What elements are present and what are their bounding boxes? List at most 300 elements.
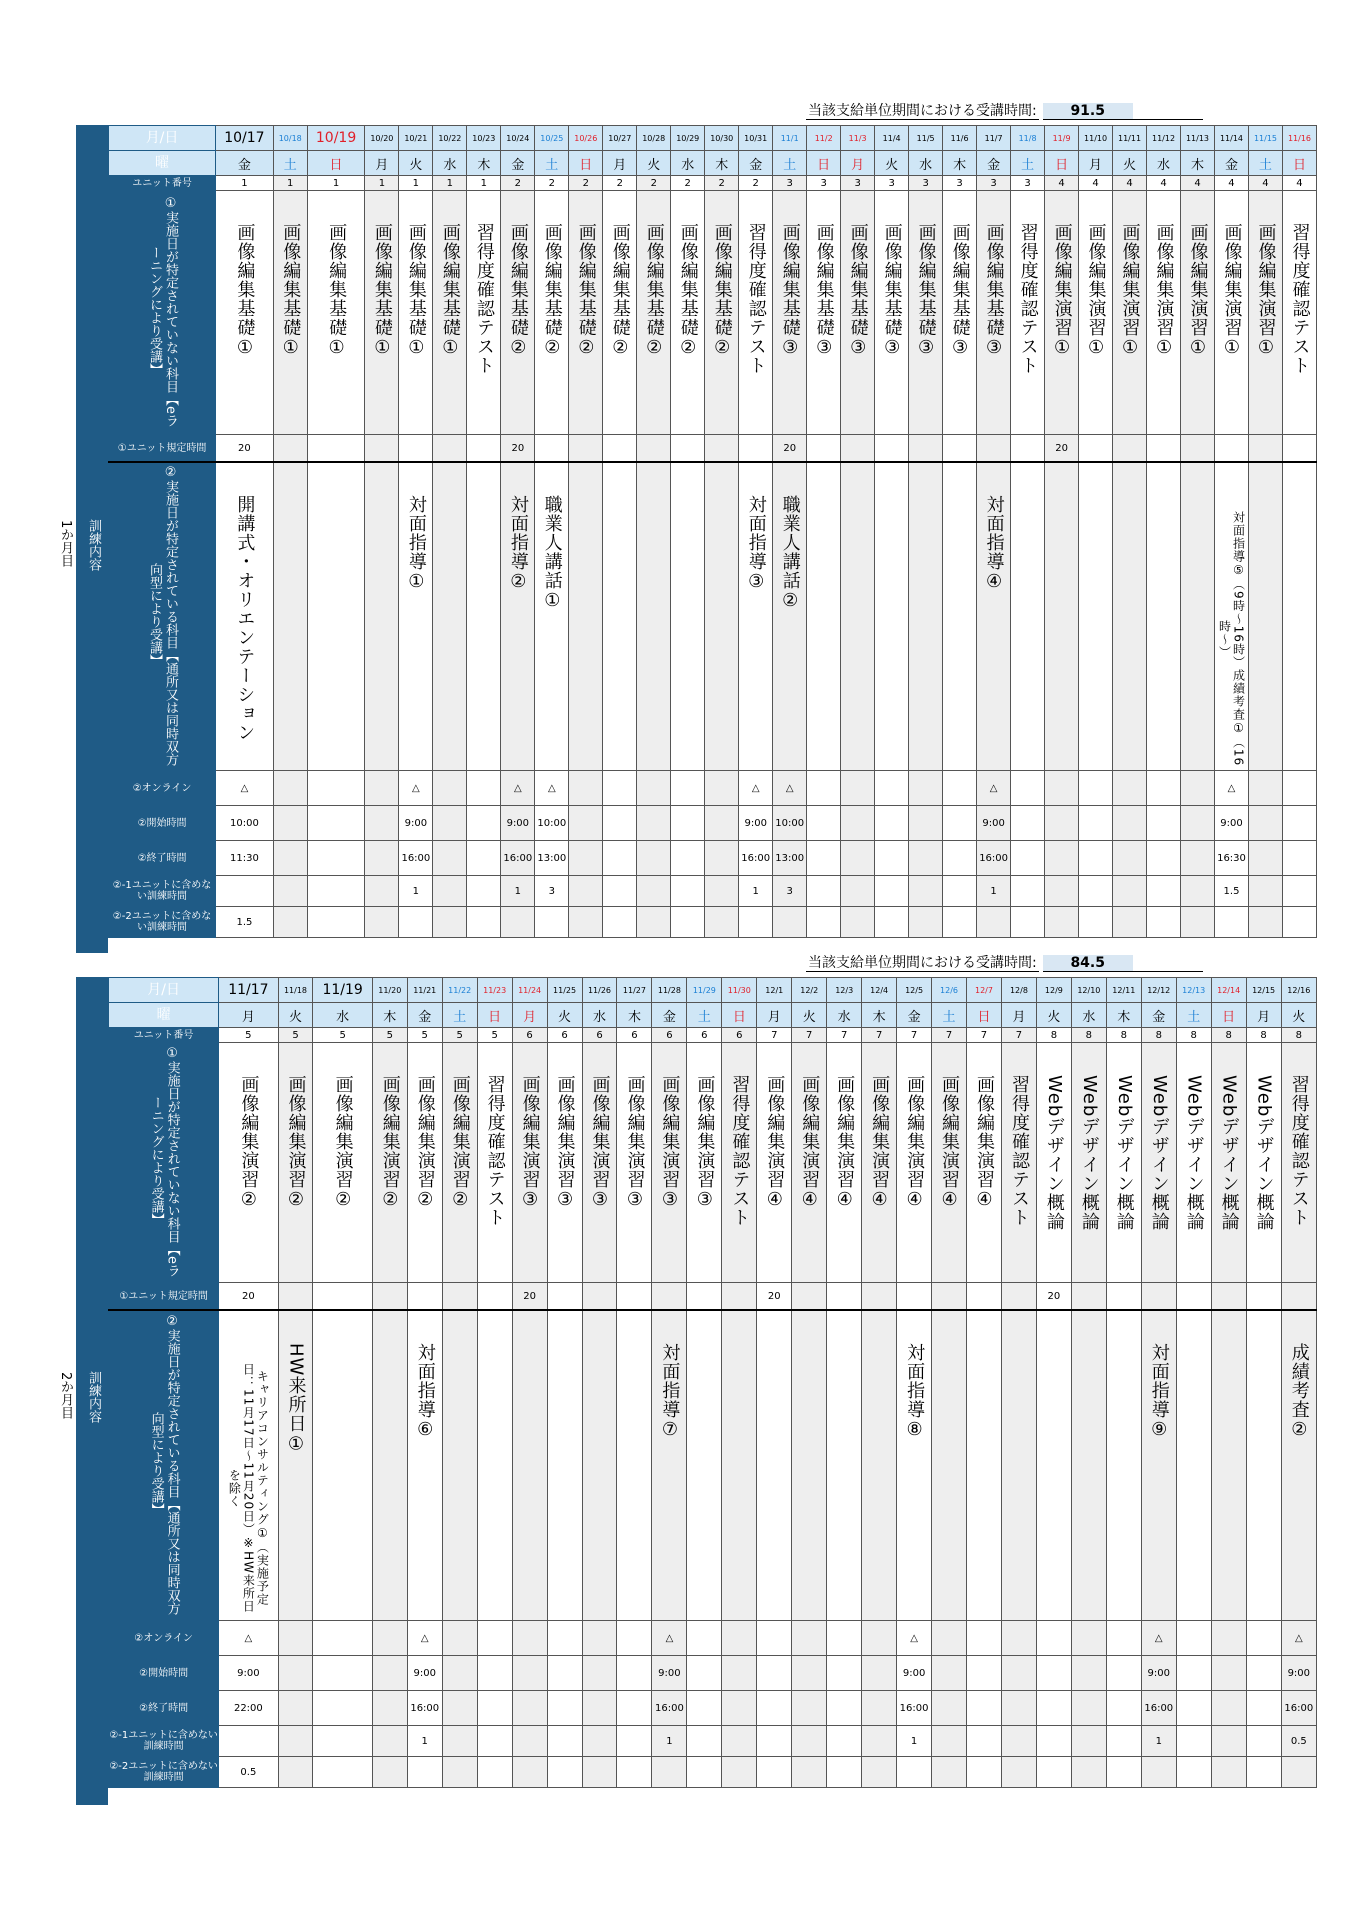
cell-online-text: △ [751, 782, 760, 794]
day-text: 月 [613, 157, 627, 173]
cell-el [1079, 191, 1113, 435]
cell-date [739, 126, 773, 151]
cell-ex2 [219, 1757, 278, 1788]
cell-start [637, 806, 671, 841]
day-text: 金 [511, 157, 525, 173]
cell-unit [977, 176, 1011, 191]
date-text: 11/8 [1018, 133, 1037, 143]
cell-unit-text: 8 [1155, 1029, 1162, 1041]
cell-ex1 [1071, 1726, 1106, 1757]
cell-el-text: 画像編集演習③ [624, 1075, 646, 1211]
date-text: 12/10 [1077, 985, 1101, 995]
cell-start [1106, 1656, 1141, 1691]
day-text: 土 [1021, 157, 1035, 173]
cell-el-text: 画像編集基礎③ [847, 223, 869, 359]
cell-unit-text: 5 [421, 1029, 428, 1041]
cell-start [1215, 806, 1249, 841]
cell-start [1211, 1656, 1246, 1691]
cell-face [967, 1310, 1002, 1621]
cell-unit-text: 2 [582, 177, 589, 189]
cell-ex2 [501, 907, 535, 938]
cell-el-text: 画像編集演習① [1221, 223, 1243, 359]
cell-el-text: 画像編集基礎① [326, 223, 348, 359]
cell-uh [467, 435, 501, 463]
cell-online [569, 771, 603, 806]
cell-unit-text: 6 [736, 1029, 743, 1041]
cell-face [467, 462, 501, 771]
cell-end [1071, 1691, 1106, 1726]
cell-el [547, 1043, 582, 1283]
cell-date [671, 126, 705, 151]
cell-online [637, 771, 671, 806]
cell-end [407, 1691, 442, 1726]
cell-day [705, 151, 739, 176]
cell-el [932, 1043, 967, 1283]
cell-start [307, 806, 365, 841]
cell-ex1 [637, 876, 671, 907]
cell-ex1 [501, 876, 535, 907]
cell-online [1176, 1621, 1211, 1656]
cell-face [1106, 1310, 1141, 1621]
cell-end [278, 1691, 313, 1726]
day-text: 月 [1089, 157, 1103, 173]
cell-unit [862, 1028, 897, 1043]
day-text: 火 [558, 1009, 572, 1025]
cell-unit-text: 3 [854, 177, 861, 189]
cell-ex2 [943, 907, 977, 938]
cell-ex2 [977, 907, 1011, 938]
cell-day [967, 1003, 1002, 1028]
cell-unit [1106, 1028, 1141, 1043]
cell-uh [943, 435, 977, 463]
cell-ex1-text: 1 [910, 1735, 918, 1747]
cell-el-text: 画像編集演習① [1187, 223, 1209, 359]
cell-el [1036, 1043, 1071, 1283]
cell-unit [535, 176, 569, 191]
cell-ex1-text: 1 [514, 885, 521, 897]
cell-ex2 [547, 1757, 582, 1788]
cell-online [501, 771, 535, 806]
row-header-elearning: ①実施日が特定されていない科目【eラーニングにより受講】 [109, 191, 216, 435]
cell-start [705, 806, 739, 841]
cell-el-text: 画像編集基礎② [609, 223, 631, 359]
cell-ex1 [909, 876, 943, 907]
cell-uh-text: 20 [767, 1290, 781, 1302]
cell-el [1113, 191, 1147, 435]
date-text: 12/12 [1147, 985, 1171, 995]
day-text: 火 [885, 157, 899, 173]
cell-online-text: △ [547, 782, 556, 794]
cell-online [792, 1621, 827, 1656]
cell-unit-text: 2 [514, 177, 521, 189]
cell-ex1 [219, 1726, 278, 1757]
schedule-table-2 [108, 977, 1317, 1788]
cell-online [705, 771, 739, 806]
cell-start [827, 1656, 862, 1691]
cell-el [442, 1043, 477, 1283]
cell-uh [637, 435, 671, 463]
cell-face [1071, 1310, 1106, 1621]
cell-end [501, 841, 535, 876]
cell-uh [862, 1283, 897, 1311]
cell-uh-text: 20 [523, 1290, 536, 1302]
day-text: 日 [1055, 157, 1069, 173]
date-text: 11/9 [1052, 133, 1071, 143]
cell-uh [827, 1283, 862, 1311]
cell-el-text: 画像編集演習① [1153, 223, 1175, 359]
cell-face-text: 開講式・オリエンテーション [234, 495, 256, 742]
day-text: 火 [802, 1009, 816, 1025]
cell-el-text: 画像編集基礎② [575, 223, 597, 359]
cell-face [1141, 1310, 1176, 1621]
cell-uh [1113, 435, 1147, 463]
date-text: 11/3 [848, 133, 867, 143]
cell-face [512, 1310, 547, 1621]
cell-unit [722, 1028, 757, 1043]
cell-face [705, 462, 739, 771]
cell-face [1176, 1310, 1211, 1621]
cell-end [897, 1691, 932, 1726]
cell-ex2 [862, 1757, 897, 1788]
date-text: 10/26 [574, 133, 598, 143]
cell-ex2 [1281, 1757, 1316, 1788]
cell-unit-text: 8 [1260, 1029, 1267, 1041]
cell-uh [569, 435, 603, 463]
cell-start [909, 806, 943, 841]
cell-unit [1281, 1028, 1316, 1043]
cell-end-text: 16:30 [1217, 852, 1246, 864]
cell-el [1281, 1043, 1316, 1283]
cell-uh [582, 1283, 617, 1311]
cell-unit [1001, 1028, 1036, 1043]
cell-uh [547, 1283, 582, 1311]
cell-el [705, 191, 739, 435]
cell-uh [875, 435, 909, 463]
date-text: 11/26 [587, 985, 612, 995]
cell-el [773, 191, 807, 435]
cell-date [757, 978, 792, 1003]
cell-ex1 [757, 1726, 792, 1757]
cell-uh [1045, 435, 1079, 463]
cell-ex1 [1215, 876, 1249, 907]
cell-online [617, 1621, 652, 1656]
cell-ex2 [1147, 907, 1181, 938]
cell-unit-text: 5 [456, 1029, 463, 1041]
cell-ex1 [307, 876, 365, 907]
cell-el [372, 1043, 407, 1283]
cell-start [1045, 806, 1079, 841]
cell-el-text: 習得度確認テスト [484, 1075, 506, 1227]
cell-online [582, 1621, 617, 1656]
cell-day [535, 151, 569, 176]
date-text: 11/11 [1118, 133, 1142, 143]
cell-start [569, 806, 603, 841]
cell-unit-text: 8 [1085, 1029, 1093, 1041]
cell-start [1011, 806, 1045, 841]
cell-uh [1282, 435, 1316, 463]
row-header-excl1: ②-1ユニットに含めない訓練時間 [109, 876, 216, 907]
cell-start-text: 9:00 [237, 1667, 260, 1679]
cell-ex2 [792, 1757, 827, 1788]
cell-day [1113, 151, 1147, 176]
date-text: 10/30 [710, 133, 734, 143]
cell-unit [932, 1028, 967, 1043]
day-text: 水 [443, 157, 457, 173]
cell-ex2 [1181, 907, 1215, 938]
cell-end [1215, 841, 1249, 876]
cell-unit-text: 2 [616, 177, 623, 189]
cell-el [278, 1043, 313, 1283]
cell-online [477, 1621, 512, 1656]
cell-el-text: 習得度確認テスト [1289, 223, 1311, 375]
day-text: 土 [942, 1009, 956, 1025]
cell-el-text: 画像編集基礎① [280, 223, 302, 359]
cell-face [909, 462, 943, 771]
cell-face [637, 462, 671, 771]
cell-start [467, 806, 501, 841]
cell-el [652, 1043, 687, 1283]
cell-uh-text: 20 [1047, 1290, 1061, 1302]
cell-unit [943, 176, 977, 191]
date-text: 12/8 [1009, 985, 1028, 995]
cell-start-text: 9:00 [413, 1667, 436, 1679]
cell-start-text: 9:00 [1147, 1667, 1170, 1679]
cell-unit-text: 1 [332, 177, 340, 189]
cell-start [501, 806, 535, 841]
day-text: 日 [732, 1009, 746, 1025]
cell-end-text: 16:00 [979, 852, 1009, 864]
cell-unit-text: 8 [1225, 1029, 1232, 1041]
day-text: 月 [851, 157, 865, 173]
date-text: 12/9 [1044, 985, 1063, 995]
cell-uh [442, 1283, 477, 1311]
cell-ex2 [535, 907, 569, 938]
day-text: 木 [627, 1009, 641, 1025]
cell-start [1113, 806, 1147, 841]
cell-ex1-text: 0.5 [1290, 1735, 1307, 1747]
cell-unit-text: 7 [806, 1029, 813, 1041]
cell-end [932, 1691, 967, 1726]
cell-face-text: 対面指導① [405, 495, 427, 593]
cell-end-text: 16:00 [410, 1702, 440, 1714]
cell-date [862, 978, 897, 1003]
cell-ex2 [652, 1757, 687, 1788]
cell-ex2 [216, 907, 274, 938]
cell-face [757, 1310, 792, 1621]
cell-date [909, 126, 943, 151]
date-text: 11/22 [448, 985, 472, 995]
cell-unit-text: 2 [752, 177, 759, 189]
cell-day [1001, 1003, 1036, 1028]
cell-unit-text: 4 [1228, 177, 1235, 189]
cell-end [1246, 1691, 1281, 1726]
cell-date [1281, 978, 1316, 1003]
cell-face [535, 462, 569, 771]
day-text: 水 [593, 1009, 607, 1025]
cell-ex1 [1211, 1726, 1246, 1757]
cell-el-text: 画像編集基礎① [405, 223, 427, 359]
cell-unit [216, 176, 274, 191]
cell-el [897, 1043, 932, 1283]
cell-unit [1181, 176, 1215, 191]
cell-date [1106, 978, 1141, 1003]
cell-start [932, 1656, 967, 1691]
cell-ex1 [1106, 1726, 1141, 1757]
cell-el-text: 画像編集演習② [414, 1075, 436, 1211]
cell-day [219, 1003, 278, 1028]
cell-online [1079, 771, 1113, 806]
cell-uh [273, 435, 307, 463]
day-text: 土 [1258, 157, 1272, 173]
cell-ex2 [1246, 1757, 1281, 1788]
cell-date [977, 126, 1011, 151]
cell-el-text: 画像編集演習② [332, 1075, 354, 1211]
cell-el [569, 191, 603, 435]
cell-start [967, 1656, 1002, 1691]
cell-face [1246, 1310, 1281, 1621]
cell-start [671, 806, 705, 841]
cell-el [399, 191, 433, 435]
cell-face [1282, 462, 1316, 771]
cell-ex2 [365, 907, 399, 938]
date-text: 10/28 [642, 133, 666, 143]
cell-start [313, 1656, 372, 1691]
cell-el-text: 画像編集演習④ [904, 1075, 926, 1211]
cell-el [967, 1043, 1002, 1283]
cell-end [603, 841, 637, 876]
cell-unit-text: 6 [666, 1029, 673, 1041]
cell-face [219, 1310, 278, 1621]
date-text: 11/10 [1084, 133, 1108, 143]
cell-date [1181, 126, 1215, 151]
cell-start [365, 806, 399, 841]
cell-el [841, 191, 875, 435]
cell-online [399, 771, 433, 806]
cell-uh [1011, 435, 1045, 463]
cell-el [875, 191, 909, 435]
cell-day [841, 151, 875, 176]
cell-end [216, 841, 274, 876]
cell-face-text: 成績考査② [1288, 1343, 1310, 1441]
cell-uh [365, 435, 399, 463]
cell-unit [1045, 176, 1079, 191]
cell-unit-text: 7 [840, 1029, 848, 1041]
row-header-unit: ユニット番号 [109, 176, 216, 191]
cell-start [1248, 806, 1282, 841]
cell-el [273, 191, 307, 435]
cell-online [407, 1621, 442, 1656]
cell-unit [1248, 176, 1282, 191]
cell-start [273, 806, 307, 841]
cell-el-text: 習得度確認テスト [473, 223, 495, 375]
cell-end [977, 841, 1011, 876]
cell-el [1215, 191, 1249, 435]
row-header-unit_hours: ①ユニット規定時間 [109, 435, 216, 463]
cell-end [1106, 1691, 1141, 1726]
cell-end-text: 16:00 [503, 852, 533, 864]
side-label: 訓練内容 [86, 519, 101, 571]
cell-ex1-text: 1 [1155, 1735, 1162, 1747]
cell-face [671, 462, 705, 771]
cell-end [307, 841, 365, 876]
cell-online [722, 1621, 757, 1656]
cell-uh [671, 435, 705, 463]
cell-day [278, 1003, 313, 1028]
cell-uh [722, 1283, 757, 1311]
cell-date [1001, 978, 1036, 1003]
cell-ex1 [1045, 876, 1079, 907]
cell-day [862, 1003, 897, 1028]
cell-unit [807, 176, 841, 191]
cell-start [1141, 1656, 1176, 1691]
cell-end [512, 1691, 547, 1726]
day-text: 水 [681, 157, 695, 173]
cell-day [501, 151, 535, 176]
row-header-start: ②開始時間 [109, 1656, 219, 1691]
cell-end [875, 841, 909, 876]
cell-online [687, 1621, 722, 1656]
cell-start [1001, 1656, 1036, 1691]
day-text: 土 [1187, 1009, 1201, 1025]
cell-unit [501, 176, 535, 191]
cell-el-text: Webデザイン概論 [1043, 1075, 1065, 1232]
day-text: 火 [409, 157, 423, 173]
cell-day [792, 1003, 827, 1028]
cell-day [1011, 151, 1045, 176]
cell-day [897, 1003, 932, 1028]
cell-el-text: 画像編集演習④ [834, 1075, 856, 1211]
cell-ex2 [1141, 1757, 1176, 1788]
cell-el [512, 1043, 547, 1283]
row-header-day: 曜 [109, 151, 216, 176]
cell-face [943, 462, 977, 771]
cell-ex2 [467, 907, 501, 938]
cell-uh [1248, 435, 1282, 463]
cell-unit [897, 1028, 932, 1043]
cell-date [1147, 126, 1181, 151]
cell-ex1 [687, 1726, 722, 1757]
cell-unit-text: 5 [386, 1029, 393, 1041]
cell-start [442, 1656, 477, 1691]
cell-ex1 [792, 1726, 827, 1757]
cell-ex1 [477, 1726, 512, 1757]
cell-unit [1176, 1028, 1211, 1043]
date-text: 11/20 [378, 985, 402, 995]
cell-online [216, 771, 274, 806]
cell-day [1246, 1003, 1281, 1028]
cell-date [278, 978, 313, 1003]
cell-date [1215, 126, 1249, 151]
day-text: 日 [488, 1009, 502, 1025]
date-text: 12/13 [1182, 985, 1206, 995]
cell-date [307, 126, 365, 151]
cell-online [1001, 1621, 1036, 1656]
cell-face [216, 462, 274, 771]
cell-day [1141, 1003, 1176, 1028]
cell-start [1071, 1656, 1106, 1691]
day-text: 木 [1191, 157, 1205, 173]
cell-online [757, 1621, 792, 1656]
cell-el [1181, 191, 1215, 435]
date-text: 11/15 [1253, 133, 1277, 143]
cell-end-text: 11:30 [230, 852, 259, 864]
cell-end [1176, 1691, 1211, 1726]
cell-unit-text: 7 [980, 1029, 988, 1041]
cell-unit [569, 176, 603, 191]
cell-ex2 [909, 907, 943, 938]
cell-unit [652, 1028, 687, 1043]
cell-face-text: キャリアコンサルティング①（実施予定日：11月17日～11月20日）※HW来所日を除く [227, 1363, 270, 1613]
